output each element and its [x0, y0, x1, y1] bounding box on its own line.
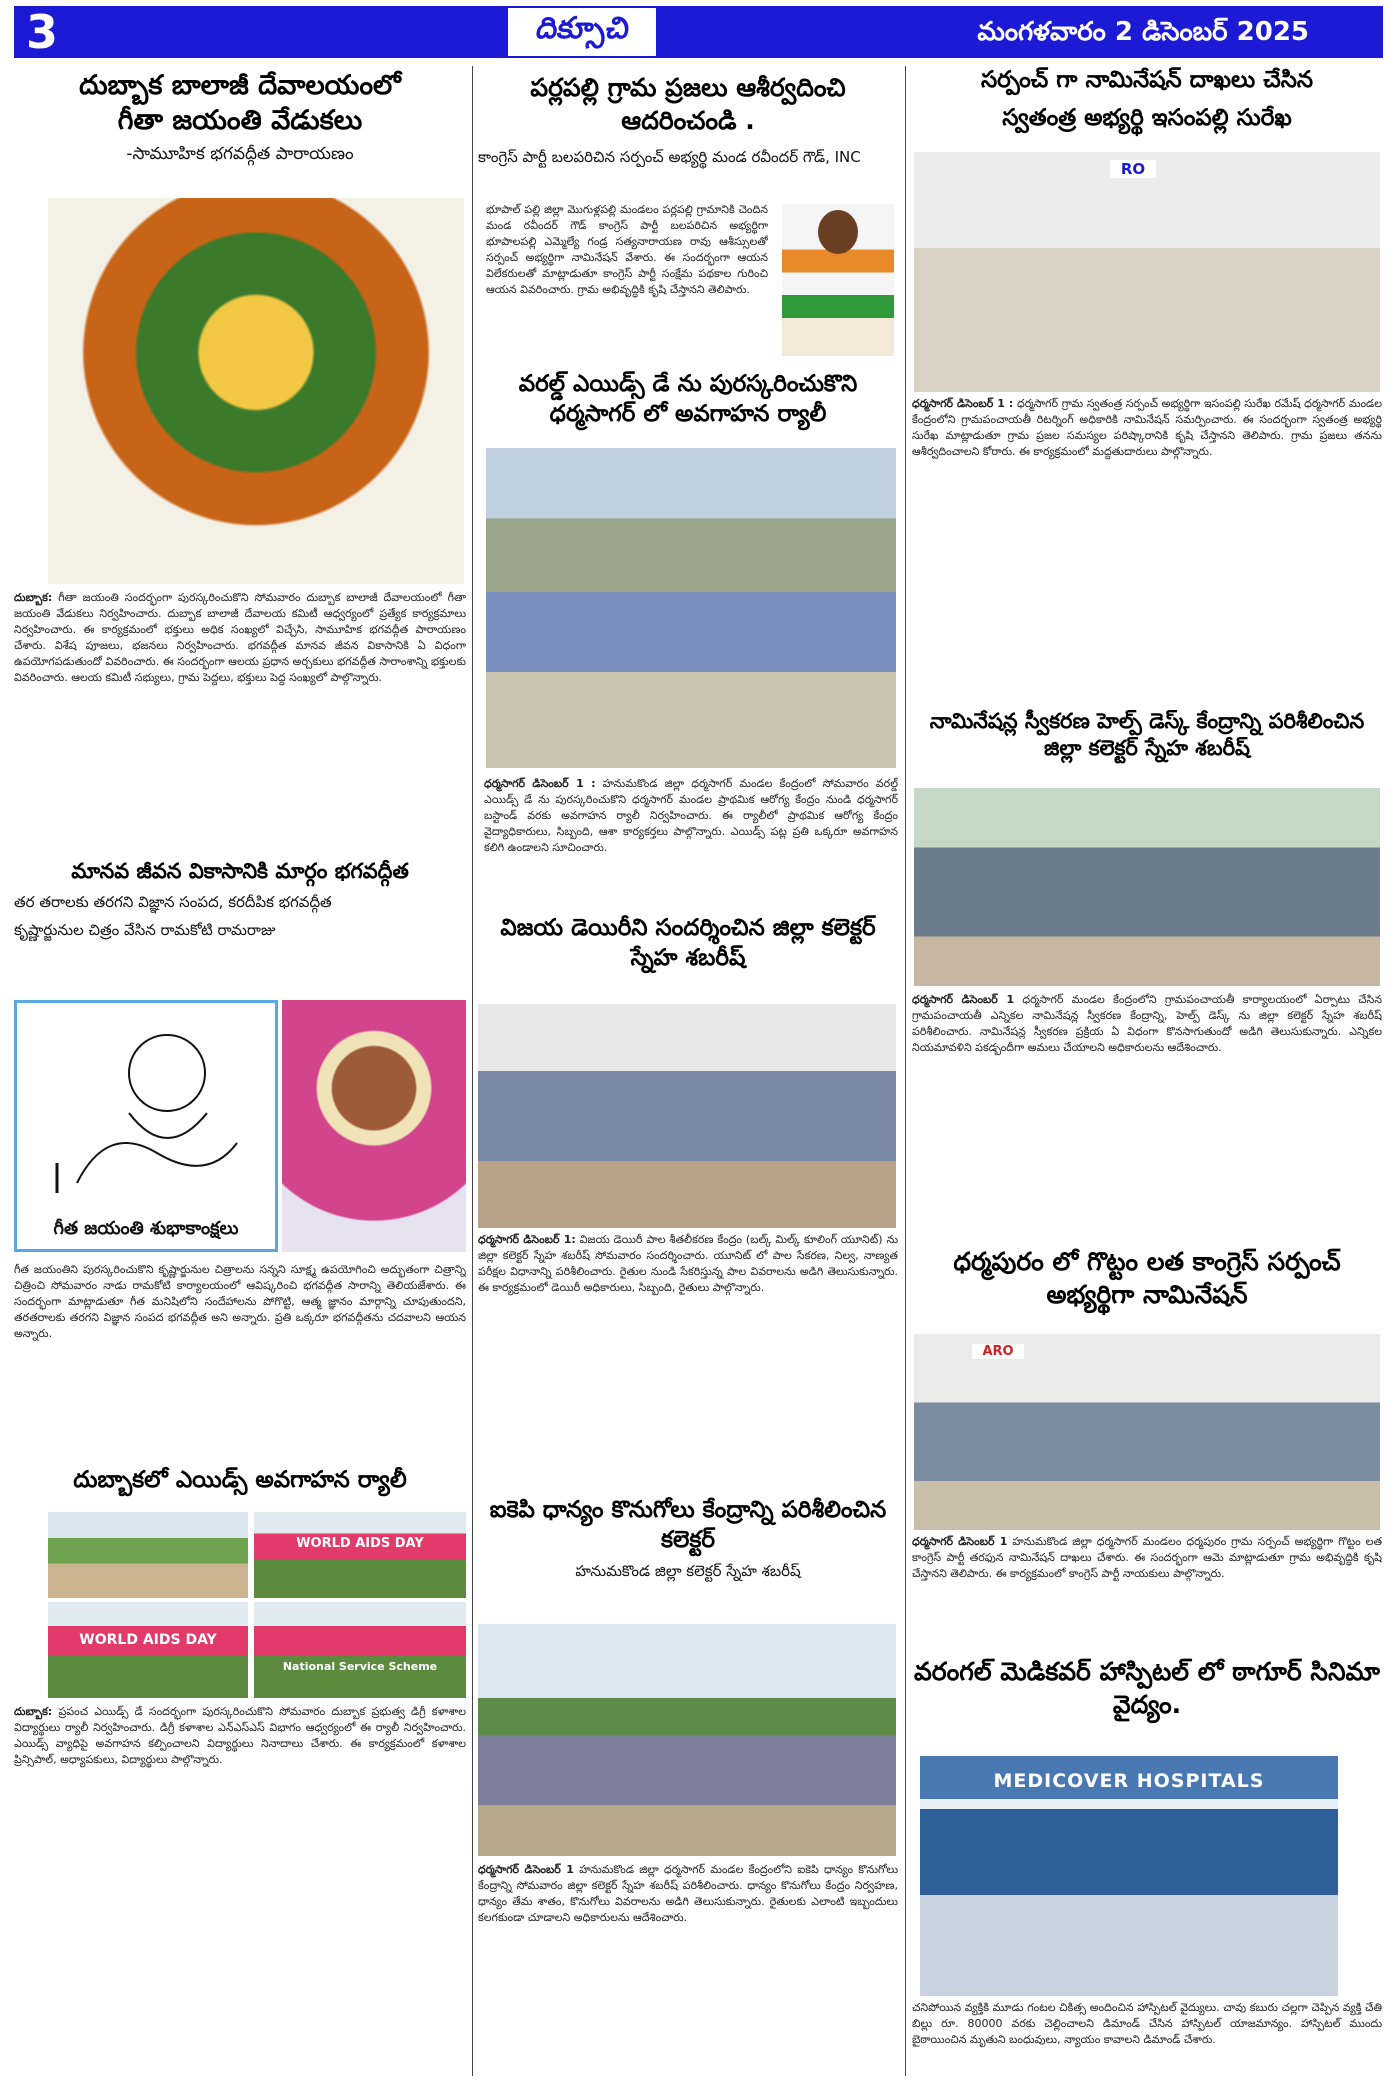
banner-text: WORLD AIDS DAY	[79, 1632, 217, 1648]
collector-help-desk-photo	[914, 788, 1380, 986]
body-text: హనుమకొండ జిల్లా ధర్మసాగర్ మండల కేంద్రంలో సోమవారం వరల్డ్ ఎయిడ్స్ డే ను పురస్కరించుకొని ధర్మసాగర్ మండల ప్రాథమిక ఆరోగ్య కేంద్రం నుండి ధర్మసాగర్ బస్టాండ్ వరకు అవగాహన ర్యాలీ నిర్వహించారు. ఈ ర్యాలీలో ప్రాథమిక ఆరోగ్య కేంద్రం వైద్యాధికారులు, సిబ్బంది, ఆశా కార్యకర్తలు పాల్గొన్నారు. ఎయిడ్స్ పట్ల ప్రతి ఒక్కరూ అవగాహన కలిగి ఉండాలని సూచించారు.	[484, 777, 898, 854]
subheadline: హనుమకొండ జిల్లా కలెక్టర్ స్నేహ శబరీష్	[575, 1561, 801, 1580]
column-divider	[472, 66, 473, 2076]
dateline: ధర్మసాగర్ డిసెంబర్ 1 :	[484, 777, 596, 790]
article-gottam-latha-nomination	[912, 1246, 1382, 1311]
ro-sign: RO	[1110, 160, 1156, 178]
subheadline: తర తరాలకు తరగని విజ్ఞాన సంపద, కరదీపిక భగవద్గీత	[14, 893, 332, 912]
article-world-aids-day-dharmasagar	[478, 370, 898, 430]
page-number: 3	[26, 5, 59, 59]
article-body	[486, 202, 768, 352]
headline: ధర్మపురం లో గొట్టం లత కాంగ్రెస్ సర్పంచ్ అభ్యర్థిగా నామినేషన్	[953, 1247, 1341, 1309]
article-vijaya-dairy-visit	[478, 914, 898, 974]
candidate-face	[818, 210, 858, 254]
dateline: దుబ్బాక:	[14, 591, 53, 604]
hospital-sign: MEDICOVER HOSPITALS	[993, 1770, 1265, 1792]
headline: సర్పంచ్ గా నామినేషన్ దాఖలు చేసిన	[981, 67, 1313, 93]
body-text: హనుమకొండ జిల్లా ధర్మసాగర్ మండలం ధర్మపురం గ్రామ సర్పంచ్ అభ్యర్థిగా గొట్టం లత కాంగ్రెస్ పార్టీ తరఫున నామినేషన్ దాఖలు చేశారు. ఈ సందర్భంగా ఆమె మాట్లాడుతూ గ్రామ అభివృద్ధికి కృషి చేస్తానని తెలిపారు. ఈ కార్యక్రమంలో కాంగ్రెస్ పార్టీ నాయకులు పాల్గొన్నారు.	[912, 1535, 1382, 1580]
article-body	[484, 776, 898, 900]
krishna-arjuna-drawing	[14, 1000, 278, 1252]
grain-center-inspection-photo	[478, 1624, 896, 1856]
dateline: ధర్మసాగర్ డిసెంబర్ 1	[912, 1535, 1008, 1548]
article-body	[912, 396, 1382, 696]
column-divider	[905, 66, 906, 2076]
dateline: ధర్మసాగర్ డిసెంబర్ 1:	[478, 1233, 576, 1246]
body-text: ప్రపంచ ఎయిడ్స్ డే సందర్భంగా పురస్కరించుకొని సోమవారం దుబ్బాక ప్రభుత్వ డిగ్రీ కళాశాల విద్యార్థులు ర్యాలీ నిర్వహించారు. డిగ్రీ కళాశాల ఎన్ఎస్ఎస్ విభాగం ఆధ్వర్యంలో ఈ ర్యాలీ నిర్వహించారు. ఎయిడ్స్ వ్యాధిపై అవగాహన కల్పించాలని విద్యార్థులు నినాదాలు చేశారు. ఈ కార్యక్రమంలో కళాశాల ప్రిన్సిపాల్, అధ్యాపకులు, విద్యార్థులు పాల్గొన్నారు.	[14, 1705, 466, 1766]
headline: మానవ జీవన వికాసానికి మార్గం భగవద్గీత	[71, 859, 409, 883]
headline: పర్లపల్లి గ్రామ ప్రజలు ఆశీర్వదించి ఆదరించండి .	[530, 73, 846, 135]
headline: గీతా జయంతి వేడుకలు	[117, 105, 363, 137]
subheadline: -సామూహిక భగవద్గీత పారాయణం	[126, 144, 354, 165]
rally-photo	[48, 1512, 248, 1598]
banner-subtext: National Service Scheme	[282, 1660, 438, 1673]
article-nomination-help-desk	[912, 708, 1382, 763]
headline: దుబ్బాక బాలాజీ దేవాలయంలో	[79, 70, 401, 101]
article-medicover-hospital	[912, 1656, 1382, 1721]
headline: వరంగల్ మెడికవర్ హాస్పిటల్ లో ఠాగూర్ సినిమా వైద్యం.	[914, 1657, 1380, 1719]
logo-text: దిక్సూచి	[533, 11, 633, 46]
article-body	[478, 1232, 898, 1488]
article-body	[912, 2000, 1382, 2076]
medicover-hospital-photo	[920, 1756, 1338, 1996]
body-text: ధర్మసాగర్ గ్రామ స్వతంత్ర సర్పంచ్ అభ్యర్థిగా ఇసంపల్లి సురేఖ రమేష్ ధర్మసాగర్ మండల కేంద్రంలోని గ్రామపంచాయతీ రిటర్నింగ్ అధికారికి నామినేషన్ సమర్పించారు. ఈ సందర్భంగా స్వతంత్ర అభ్యర్థి సురేఖ మాట్లాడుతూ గ్రామ ప్రజల సమస్యల పరిష్కారానికి కృషి చేస్తానని తెలిపారు. గ్రామ ప్రజలు తనను ఆశీర్వదించాలని కోరారు. ఈ కార్యక్రమంలో మద్దతుదారులు పాల్గొన్నారు.	[912, 397, 1382, 458]
article-body	[14, 1704, 466, 2074]
headline: దుబ్బాకలో ఎయిడ్స్ అవగాహన ర్యాలీ	[73, 1467, 407, 1493]
aro-sign: ARO	[972, 1344, 1024, 1359]
headline: ఐకెపి ధాన్యం కొనుగోలు కేంద్రాన్ని పరిశీలించిన కలెక్టర్	[489, 1497, 887, 1553]
body-text: భూపాల్ పల్లి జిల్లా మొగుళ్లపల్లి మండలం పర్లపల్లి గ్రామానికి చెందిన మండ రవీందర్ గౌడ్ కాంగ్రెస్ పార్టీ బలపరిచిన అభ్యర్థిగా భూపాలపల్లి ఎమ్మెల్యే గండ్ర సత్యనారాయణ రావు ఆశీస్సులతో సర్పంచ్ అభ్యర్థిగా నామినేషన్ వేశారు. ఈ సందర్భంగా ఆయన విలేకరులతో మాట్లాడుతూ కాంగ్రెస్ పార్టీ సంక్షేమ పథకాల గురించి ఆయన వివరించారు. గ్రామ అభివృద్ధికి కృషి చేస్తానని తెలిపారు.	[486, 203, 768, 296]
collector-dairy-visit-photo	[478, 1004, 896, 1228]
headline: వరల్డ్ ఎయిడ్స్ డే ను పురస్కరించుకొని ధర్మసాగర్ లో అవగాహన ర్యాలీ	[518, 371, 858, 427]
rally-banner-photo	[48, 1602, 248, 1698]
greeting-caption: గీత జయంతి శుభాకాంక్షలు	[53, 1218, 239, 1239]
temple-deity-photo	[48, 198, 464, 584]
article-gita-jayanti-temple	[14, 68, 466, 168]
candidate-portrait	[782, 204, 894, 356]
headline: విజయ డెయిరీని సందర్శించిన జిల్లా కలెక్టర్ స్నేహ శబరీష్	[500, 915, 876, 971]
dateline: దుబ్బాక:	[14, 1705, 53, 1718]
subheadline: కాంగ్రెస్ పార్టీ బలపరిచిన సర్పంచ్ అభ్యర్థి మండ రవీందర్ గౌడ్, INC	[478, 148, 861, 166]
article-aids-rally-dubbaka	[14, 1466, 466, 1496]
article-body	[14, 1262, 466, 1458]
article-body	[478, 1862, 898, 2074]
dateline: ధర్మసాగర్ డిసెంబర్ 1	[912, 993, 1015, 1006]
body-text: విజయ డెయిరీ పాల శీతలీకరణ కేంద్రం (బల్క్ మిల్క్ కూలింగ్ యూనిట్) ను జిల్లా కలెక్టర్ స్నేహ శబరీష్ సోమవారం సందర్శించారు. యూనిట్ లో పాల సేకరణ, నిల్వ, నాణ్యత పరీక్షల విధానాన్ని పరిశీలించారు. రైతుల నుండి సేకరిస్తున్న పాల వివరాలను అడిగి తెలుసుకున్నారు. ఈ కార్యక్రమంలో డెయిరీ అధికారులు, సిబ్బంది, రైతులు పాల్గొన్నారు.	[478, 1233, 898, 1294]
latha-nomination-photo	[914, 1334, 1380, 1530]
article-body	[14, 590, 466, 852]
body-text: హనుమకొండ జిల్లా ధర్మసాగర్ మండల కేంద్రంలోని ఐకెపి ధాన్యం కొనుగోలు కేంద్రాన్ని సోమవారం జిల్లా కలెక్టర్ స్నేహ శబరీష్ పరిశీలించారు. ధాన్యం కొనుగోలు కేంద్రం నిర్వహణ, ధాన్యం తేమ శాతం, కొనుగోలు వివరాలను అడిగి తెలుసుకున్నారు. రైతులకు ఎలాంటి ఇబ్బందులు కలగకుండా చూడాలని అధికారులను ఆదేశించారు.	[478, 1863, 898, 1924]
rally-banner-photo	[254, 1512, 466, 1598]
headline: నామినేషన్ల స్వీకరణ హెల్ప్ డెస్క్ కేంద్రాన్ని పరిశీలించిన జిల్లా కలెక్టర్ స్నేహ శబరీష్	[929, 709, 1365, 761]
body-text: గీతా జయంతి సందర్భంగా పురస్కరించుకొని సోమవారం దుబ్బాక బాలాజీ దేవాలయంలో గీతా జయంతి వేడుకలు నిర్వహించారు. దుబ్బాక బాలాజీ దేవాలయ కమిటీ ఆధ్వర్యంలో ప్రత్యేక కార్యక్రమాలు నిర్వహించారు. ఈ కార్యక్రమంలో భక్తులు అధిక సంఖ్యలో విచ్చేసి, సామూహిక భగవద్గీత పారాయణం చేశారు. విశేష పూజలు, భజనలు నిర్వహించారు. భగవద్గీత మానవ జీవన వికాసానికి ఏ విధంగా ఉపయోగపడుతుందో వివరించారు. ఈ సందర్భంగా ఆలయ ప్రధాన అర్చకులు భగవద్గీత సారాంశాన్ని భక్తులకు వివరించారు. ఆలయ కమిటీ సభ్యులు, గ్రామ పెద్దలు, భక్తులు పెద్ద సంఖ్యలో పాల్గొన్నారు.	[14, 591, 466, 684]
body-text: ధర్మసాగర్ మండల కేంద్రంలోని గ్రామపంచాయతీ కార్యాలయంలో ఏర్పాటు చేసిన గ్రామపంచాయతీ ఎన్నికల నామినేషన్ల స్వీకరణ కేంద్రాన్ని, హెల్ప్ డెస్క్ ను జిల్లా కలెక్టర్ స్నేహ శబరీష్ పరిశీలించారు. నామినేషన్ల స్వీకరణ ప్రక్రియ ఏ విధంగా కొనసాగుతుందో అడిగి తెలుసుకున్నారు. ఎన్నికల నియమావళిని పకడ్బందీగా అమలు చేయాలని అధికారులను ఆదేశించారు.	[912, 993, 1382, 1054]
body-text: గీత జయంతిని పురస్కరించుకొని కృష్ణార్జునుల చిత్రాలను సన్నని సూక్ష్మ ఉపయోగించి అద్భుతంగా చిత్రాన్ని చిత్రించి సోమవారం నాడు రామకోటి కార్యాలయంలో ఆవిష్కరించి భగవద్గీత సారాన్ని తెలియజేశారు. ఈ సందర్భంగా మాట్లాడుతూ గీత మనిషిలోని సందేహాలను పోగొట్టి, ఆత్మ జ్ఞానం మార్గాన్ని చూపుతుందని, తరతరాలకు తరగని విజ్ఞాన సంపద భగవద్గీత అని అన్నారు. ప్రతి ఒక్కరూ భగవద్గీతను చదవాలని ఆయన అన్నారు.	[14, 1263, 466, 1340]
headline: స్వతంత్ర అభ్యర్థి ఇసంపల్లి సురేఖ	[1002, 104, 1292, 131]
article-ikp-grain-center	[478, 1496, 898, 1584]
article-bhagavad-gita	[14, 858, 466, 943]
subheadline: కృష్ణార్జునుల చిత్రం వేసిన రామకోటి రామరాజు	[14, 921, 276, 940]
article-parlapalli-candidate	[478, 72, 898, 168]
newspaper-logo[interactable]	[506, 6, 658, 58]
article-body	[912, 1534, 1382, 1652]
krishna-sketch-icon	[17, 1003, 275, 1203]
dateline: ధర్మసాగర్ డిసెంబర్ 1 :	[912, 397, 1014, 410]
rally-banner-photo	[254, 1602, 466, 1698]
banner-text: WORLD AIDS DAY	[296, 1536, 424, 1551]
article-body	[912, 992, 1382, 1244]
dateline: ధర్మసాగర్ డిసెంబర్ 1	[478, 1863, 574, 1876]
issue-date: మంగళవారం 2 డిసెంబర్ 2025	[977, 17, 1309, 47]
masthead	[14, 6, 1383, 58]
aids-awareness-rally-photo	[486, 448, 896, 768]
ramakoti-ramaraju-photo	[282, 1000, 466, 1252]
article-isampalli-surekha-nomination	[912, 66, 1382, 134]
body-text: చనిపోయిన వ్యక్తికి మూడు గంటల చికిత్స అందించిన హాస్పిటల్ వైద్యులు. చావు కబురు చల్లగా చెప్పిన వ్యక్తి చేతి బిల్లు రూ. 80000 వరకు చెల్లించాలని డిమాండ్ చేసిన హాస్పిటల్ యాజమాన్యం. హాస్పిటల్ ముందు బైఠాయించిన మృతుని బంధువులు, న్యాయం కావాలని డిమాండ్ చేశారు.	[912, 2001, 1382, 2046]
nomination-filing-photo	[914, 152, 1380, 392]
